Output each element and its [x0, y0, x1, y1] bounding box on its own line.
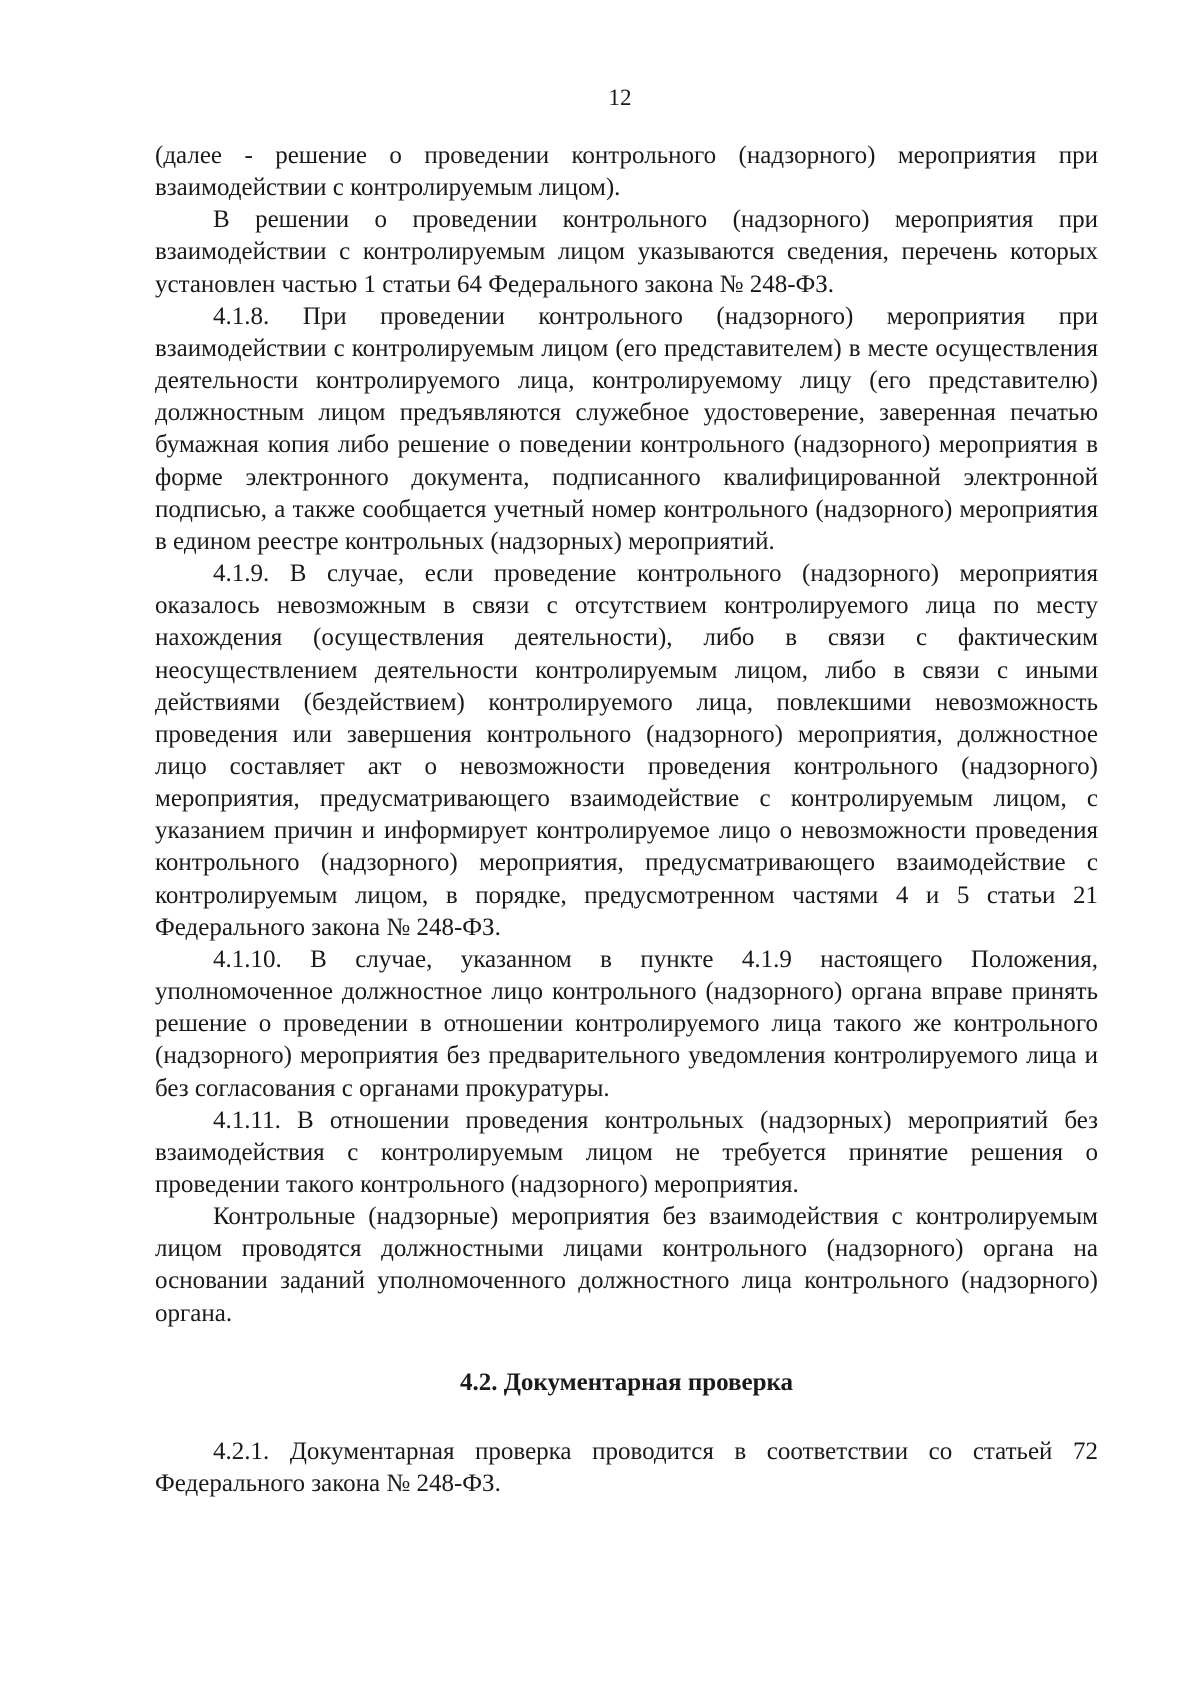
paragraph-without-interaction: Контрольные (надзорные) мероприятия без взаимодействия с контролируемым лицом проводятся должностными лицами контрольного (надзорного) органа на основании заданий уполномоченного должностного лица контрольного (надзорного) органа.: [155, 1203, 1098, 1327]
paragraph-4-1-8: 4.1.8. При проведении контрольного (надзорного) мероприятия при взаимодействии с контролируемым лицом (его представителем) в месте осуществления деятельности контролируемого лица, контролируемому лицу (его представителю) должностным лицом предъявляются служебное удостоверение, заверенная печатью бумажная копия либо решение о поведении контрольного (надзорного) мероприятия в форме электронного документа, подписанного квалифицированной электронной подписью, а также сообщается учетный номер контрольного (надзорного) мероприятия в едином реестре контрольных (надзорных) мероприятий.: [155, 302, 1098, 555]
paragraph-4-1-11: 4.1.11. В отношении проведения контрольных (надзорных) мероприятий без взаимодействия с контролируемым лицом не требуется принятие решения о проведении такого контрольного (надзорного) мероприятия.: [155, 1106, 1098, 1198]
paragraph-4-1-10: 4.1.10. В случае, указанном в пункте 4.1.9 настоящего Положения, уполномоченное должностное лицо контрольного (надзорного) органа вправе принять решение о проведении в отношении контролируемого лица такого же контрольного (надзорного) мероприятия без предварительного уведомления контролируемого лица и без согласования с органами прокуратуры.: [155, 945, 1098, 1102]
paragraph-continuation: (далее - решение о проведении контрольного (надзорного) мероприятия при взаимодействии с контролируемым лицом).: [155, 142, 1098, 202]
document-body: [155, 140, 1098, 1500]
paragraph-decision-details: В решении о проведении контрольного (надзорного) мероприятия при взаимодействии с контролируемым лицом указываются сведения, перечень которых установлен частью 1 статьи 64 Федерального закона № 248-ФЗ.: [155, 206, 1098, 298]
page-number: 12: [608, 85, 632, 110]
paragraph-4-1-9: 4.1.9. В случае, если проведение контрольного (надзорного) мероприятия оказалось невозможным в связи с отсутствием контролируемого лица по месту нахождения (осуществления деятельности), либо в связи с фактическим неосуществлением деятельности контролируемым лицом, либо в связи с иными действиями (бездействием) контролируемого лица, повлекшими невозможность проведения или завершения контрольного (надзорного) мероприятия, должностное лицо составляет акт о невозможности проведения контрольного (надзорного) мероприятия, предусматривающего взаимодействие с контролируемым лицом, с указанием причин и информирует контролируемое лицо о невозможности проведения контрольного (надзорного) мероприятия, предусматривающего взаимодействие с контролируемым лицом, в порядке, предусмотренном частями 4 и 5 статьи 21 Федерального закона № 248-ФЗ.: [155, 560, 1098, 941]
section-heading: 4.2. Документарная проверка: [459, 1368, 794, 1396]
paragraph-4-2-1: 4.2.1. Документарная проверка проводится в соответствии со статьей 72 Федерального закона № 248-ФЗ.: [155, 1437, 1098, 1497]
